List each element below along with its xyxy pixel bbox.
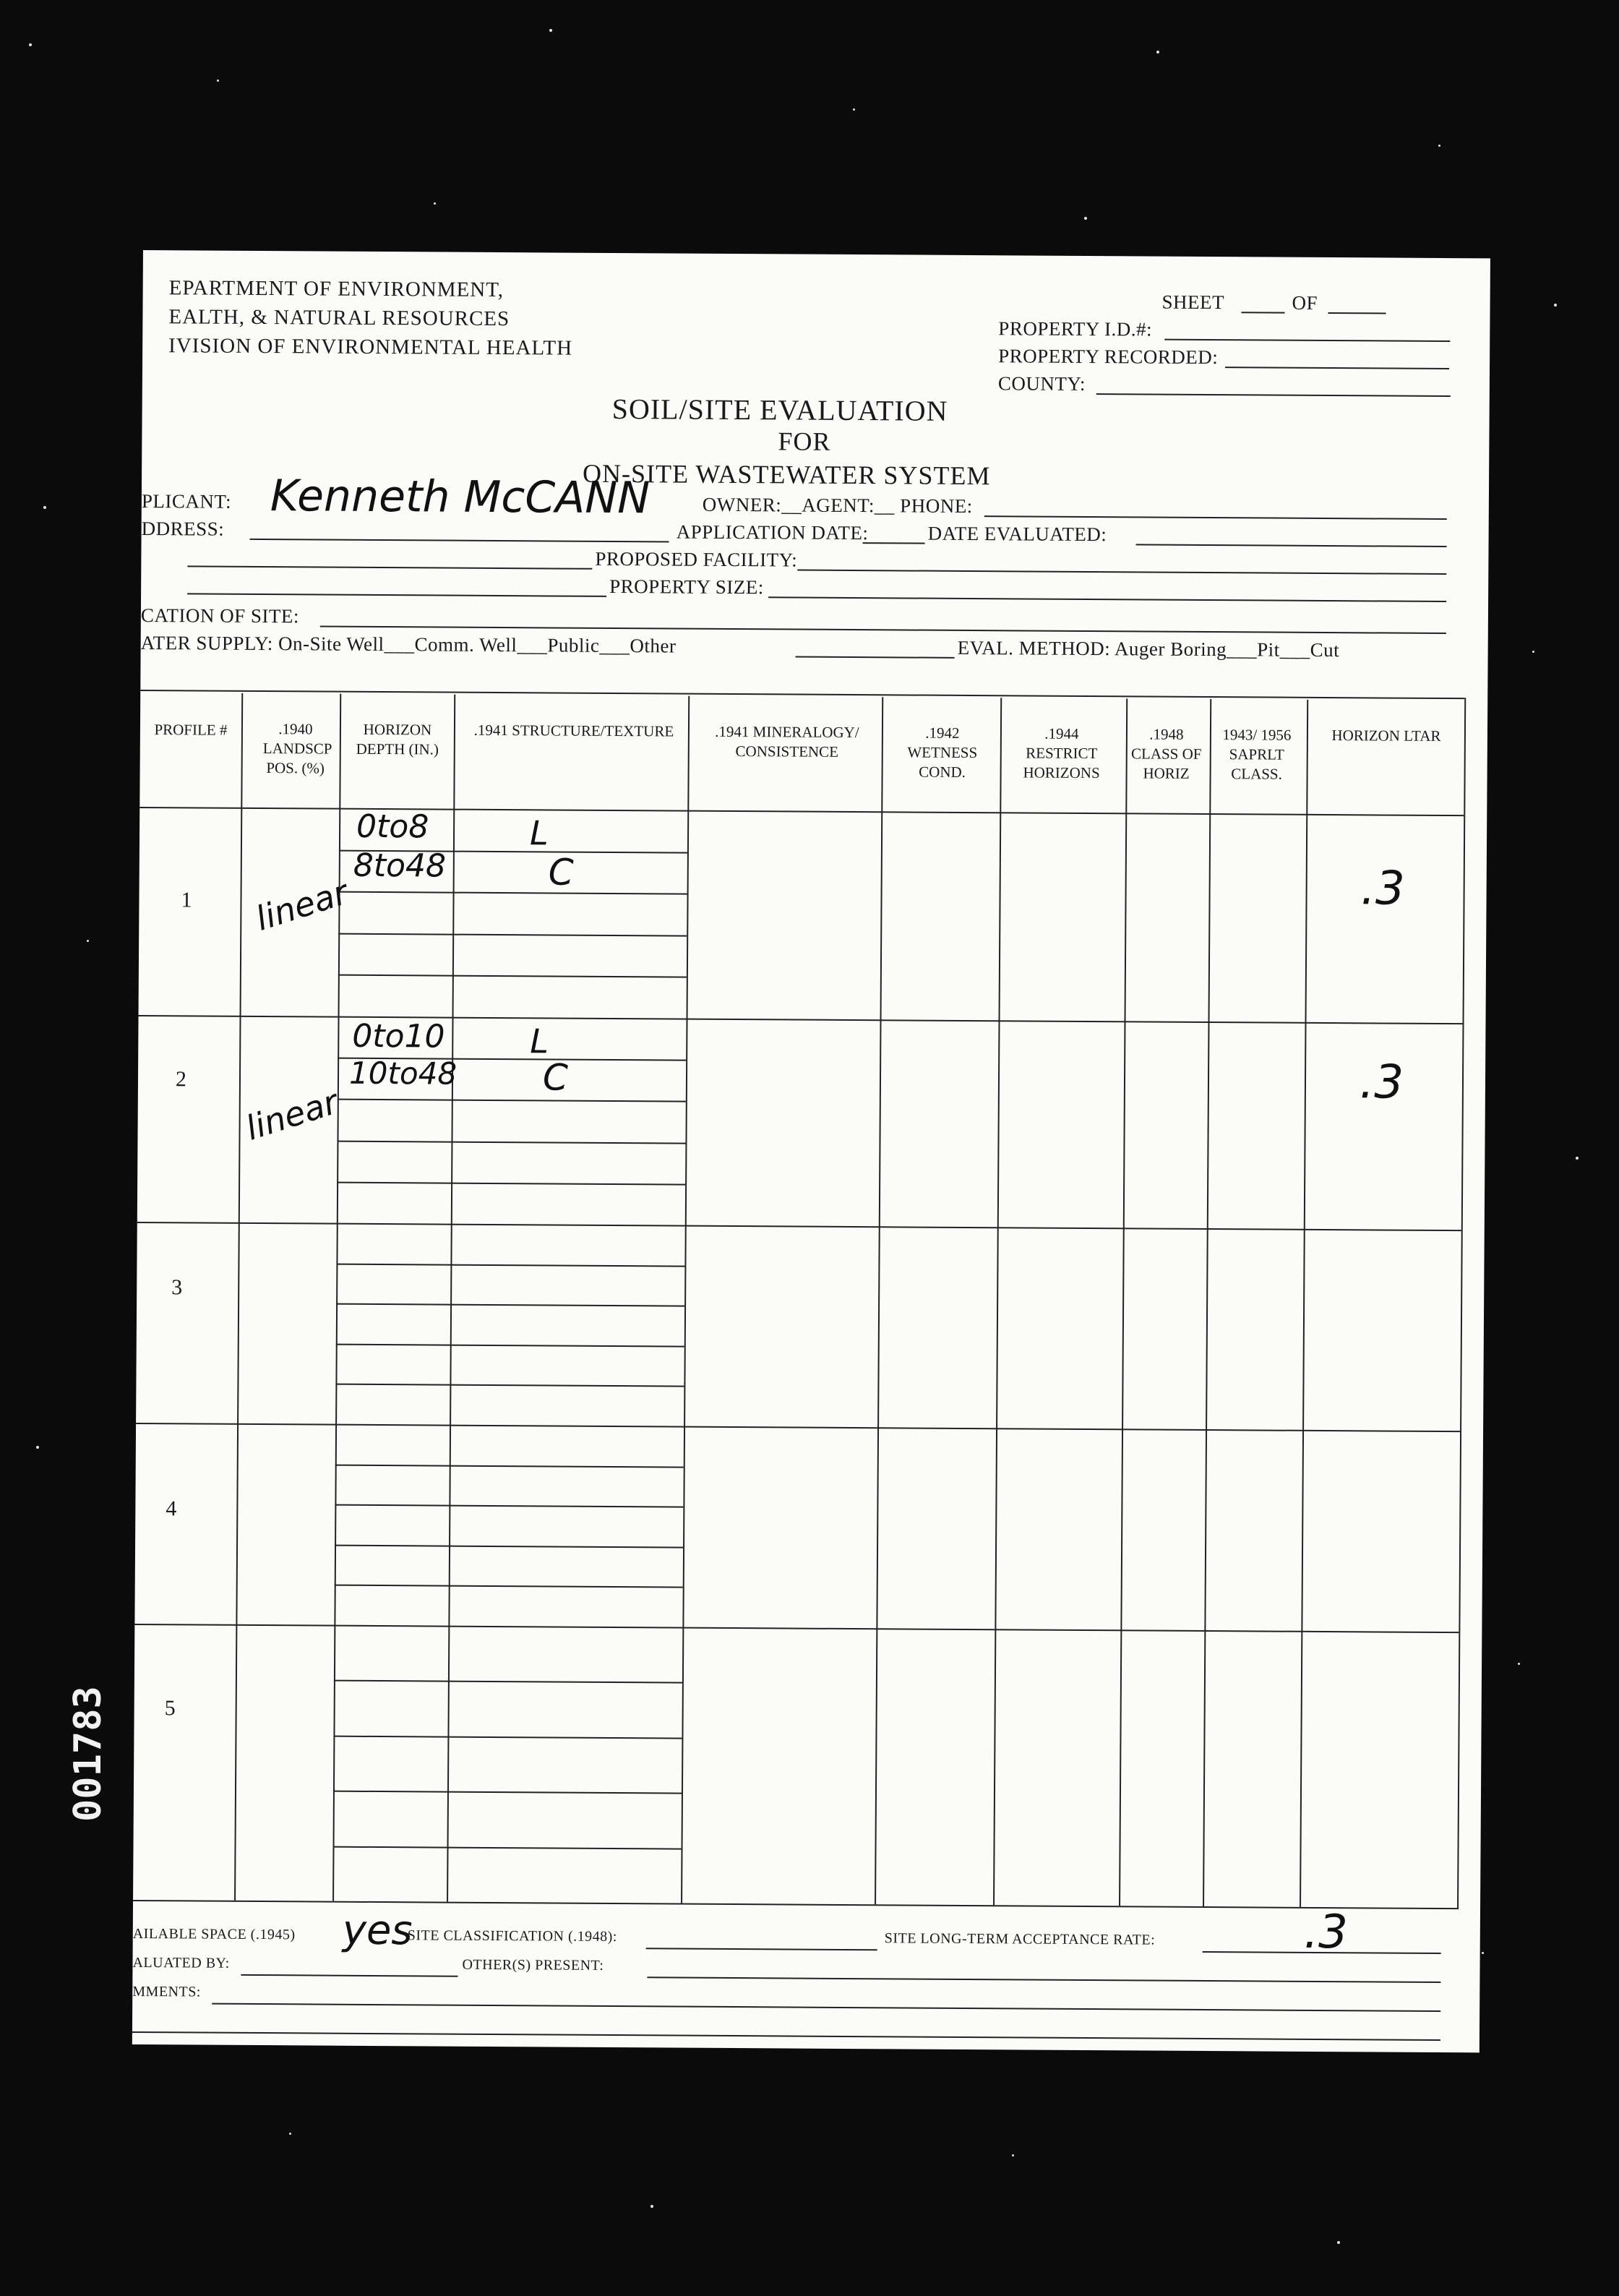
proposed-facility-field[interactable] [797, 570, 1446, 575]
profile-number-2: 2 [175, 1067, 187, 1092]
profile-number-4: 4 [166, 1496, 177, 1521]
site-classification-field[interactable] [646, 1948, 877, 1950]
column-divider [875, 697, 883, 1904]
sub-row-line [335, 1585, 683, 1588]
header-wetness: .1942 WETNESS COND. [907, 724, 978, 781]
column-divider [1119, 698, 1128, 1906]
landscape-position-1[interactable]: linear [251, 872, 353, 938]
sub-row-line [337, 1141, 685, 1144]
owner-agent-phone: OWNER:__AGENT:__ PHONE: [702, 493, 973, 518]
acceptance-rate-value[interactable]: .3 [1303, 1905, 1349, 1960]
sub-row-line [338, 1099, 686, 1102]
date-evaluated-label: DATE EVALUATED: [927, 522, 1107, 546]
side-stamp: 001783 [66, 1686, 110, 1822]
address-field[interactable] [250, 539, 669, 543]
others-present-label: OTHER(S) PRESENT: [462, 1956, 604, 1974]
texture-2b[interactable]: C [542, 1056, 569, 1099]
sheet-field[interactable] [1241, 312, 1284, 313]
comments-field[interactable] [212, 2003, 1440, 2012]
column-divider [234, 693, 243, 1901]
address-field-2[interactable] [187, 565, 592, 569]
sub-row-line [333, 1736, 682, 1739]
column-divider [993, 698, 1002, 1905]
profile-separator [134, 1624, 1459, 1633]
applicant-name[interactable]: Kenneth McCANN [270, 471, 650, 524]
property-size-field[interactable] [768, 596, 1446, 602]
depth-2a[interactable]: 0to10 [352, 1017, 445, 1055]
application-date-field[interactable] [863, 542, 925, 544]
table-bottom-border [133, 1900, 1457, 1909]
header-class: .1948 CLASS OF HORIZ [1130, 725, 1202, 782]
header-saprolite: 1943/ 1956 SAPRLT CLASS. [1222, 726, 1292, 783]
sheet-label: SHEET [1161, 291, 1225, 314]
sub-row-line [336, 1303, 684, 1307]
sub-row-line [338, 933, 687, 937]
profile-number-1: 1 [181, 888, 193, 912]
ltar-1[interactable]: .3 [1360, 862, 1405, 916]
property-size-label: PROPERTY SIZE: [609, 575, 764, 599]
site-classification-label: SITE CLASSIFICATION (.1948): [407, 1927, 617, 1945]
sub-row-line [335, 1465, 684, 1468]
comments-field-2[interactable] [132, 2031, 1440, 2041]
ltar-2[interactable]: .3 [1359, 1055, 1404, 1110]
other-field[interactable] [796, 656, 955, 659]
sub-row-line [336, 1264, 684, 1267]
property-id-field[interactable] [1164, 339, 1450, 342]
available-space-label: AILABLE SPACE (.1945) [132, 1925, 296, 1943]
sub-row-line [335, 1504, 683, 1508]
form-subtitle: ON-SITE WASTEWATER SYSTEM [583, 458, 991, 491]
application-date-label: APPLICATION DATE: [676, 521, 869, 544]
evaluation-form [132, 250, 1490, 2052]
column-divider [681, 696, 690, 1903]
column-divider [1300, 700, 1308, 1907]
county-field[interactable] [1096, 393, 1451, 397]
header-restrict: .1944 RESTRICT HORIZONS [1023, 724, 1100, 782]
acceptance-rate-label: SITE LONG-TERM ACCEPTANCE RATE: [884, 1930, 1156, 1948]
phone-field[interactable] [984, 515, 1447, 520]
applicant-label: PLICANT: [141, 489, 232, 513]
comments-label: MMENTS: [132, 1983, 201, 2000]
proposed-facility-label: PROPOSED FACILITY: [595, 547, 798, 571]
evaluated-by-field[interactable] [241, 1974, 458, 1977]
profile-separator [139, 1015, 1463, 1024]
column-divider [1203, 699, 1211, 1906]
property-id-label: PROPERTY I.D.#: [998, 317, 1153, 340]
profile-number-5: 5 [164, 1696, 176, 1721]
sub-row-line [339, 891, 687, 895]
header-mineralogy: .1941 MINERALOGY/ CONSISTENCE [715, 722, 859, 761]
location-label: CATION OF SITE: [140, 604, 300, 627]
department-line-1: EPARTMENT OF ENVIRONMENT, [168, 276, 504, 302]
address-field-3[interactable] [187, 593, 606, 597]
evaluated-by-label: ALUATED BY: [132, 1954, 230, 1971]
department-line-2: EALTH, & NATURAL RESOURCES [168, 305, 510, 331]
profile-number-3: 3 [171, 1275, 183, 1300]
date-evaluated-field[interactable] [1136, 544, 1447, 547]
property-recorded-field[interactable] [1225, 367, 1449, 369]
others-present-field[interactable] [647, 1976, 1440, 1983]
eval-method: EVAL. METHOD: Auger Boring___Pit___Cut [957, 636, 1340, 661]
sub-row-line [338, 974, 687, 978]
texture-1a[interactable]: L [529, 813, 549, 853]
county-label: COUNTY: [997, 372, 1086, 395]
property-recorded-label: PROPERTY RECORDED: [998, 345, 1219, 369]
texture-2a[interactable]: L [530, 1021, 549, 1061]
profile-separator [136, 1423, 1460, 1432]
of-label: OF [1292, 291, 1318, 314]
sub-row-line [335, 1545, 683, 1548]
sub-row-line [335, 1384, 684, 1387]
sub-row-line [333, 1791, 682, 1794]
header-profile: PROFILE # [154, 721, 228, 739]
header-landscape: .1940 LANDSCP POS. (%) [262, 720, 332, 777]
depth-1b[interactable]: 8to48 [353, 847, 447, 885]
depth-1a[interactable]: 0to8 [356, 808, 429, 846]
header-structure: .1941 STRUCTURE/TEXTURE [473, 721, 674, 740]
texture-1b[interactable]: C [548, 851, 574, 894]
form-title-for: FOR [778, 427, 831, 456]
table-right-border [1457, 698, 1466, 1909]
department-line-3: IVISION OF ENVIRONMENTAL HEALTH [168, 334, 573, 360]
sub-row-line [336, 1344, 684, 1348]
water-supply: ATER SUPPLY: On-Site Well___Comm. Well___Public___Other [140, 631, 677, 657]
header-horizon-depth: HORIZON DEPTH (IN.) [356, 720, 439, 758]
sub-row-line [337, 1182, 685, 1186]
header-ltar: HORIZON LTAR [1331, 727, 1441, 745]
address-label: DDRESS: [141, 517, 225, 540]
sub-row-line [333, 1846, 682, 1850]
sub-row-line [334, 1680, 682, 1684]
available-space-value[interactable]: yes [342, 1906, 413, 1955]
table-header-bottom [139, 807, 1464, 816]
table-top-border [140, 690, 1464, 699]
of-field[interactable] [1328, 312, 1386, 314]
landscape-position-2[interactable]: linear [241, 1081, 343, 1148]
location-field[interactable] [320, 626, 1446, 635]
depth-2b[interactable]: 10to48 [348, 1055, 458, 1092]
form-title: SOIL/SITE EVALUATION [611, 392, 948, 427]
column-divider [447, 695, 455, 1902]
profile-separator [137, 1222, 1461, 1231]
sub-row-lines [143, 250, 1490, 258]
